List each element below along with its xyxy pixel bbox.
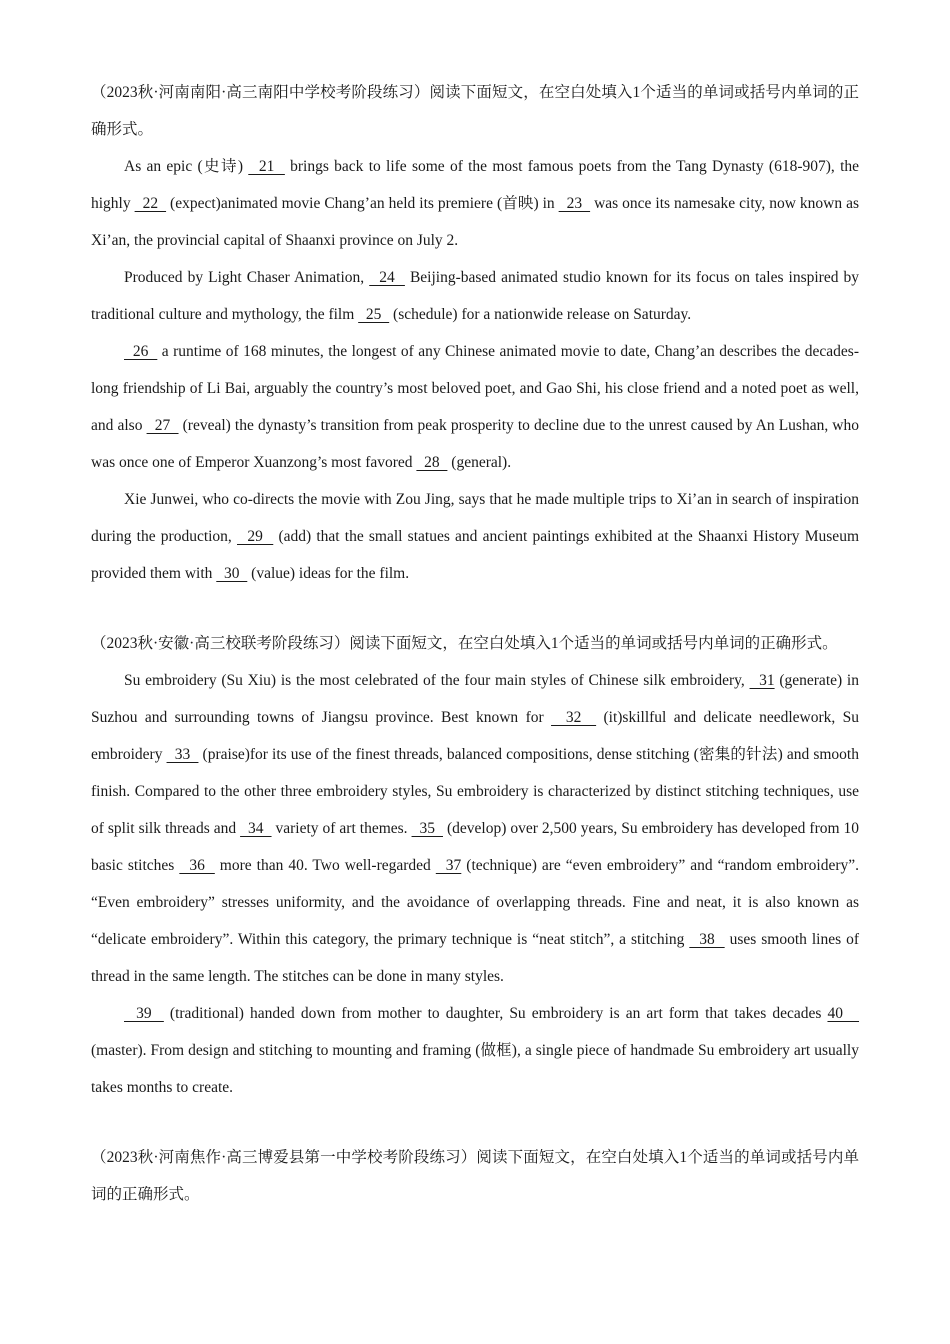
- text-run: (praise)for its use of the finest threads, balanced compositions, dense stitching (密集的针法) and smooth finish. Compared to the other three embroidery styles, Su embroidery is characterized by distinct stitching techniques, use of split silk threads and: [91, 746, 859, 837]
- passage-paragraph: [91, 259, 859, 333]
- text-run: variety of art themes.: [271, 820, 412, 837]
- answer-blank: 32: [551, 709, 597, 726]
- passage-paragraph: [91, 333, 859, 481]
- section-spacer: [91, 592, 859, 625]
- passage-paragraph: [91, 148, 859, 259]
- text-run: uses smooth lines of thread in the same length. The stitches can be done in many styles.: [91, 931, 859, 985]
- text-run: Su embroidery (Su Xiu) is the most celebrated of the four main styles of Chinese silk embroidery,: [124, 672, 750, 689]
- text-run: (technique) are “even embroidery” and “random embroidery”. “Even embroidery” stresses uniformity, and the avoidance of overlapping threads. Fine and neat, it is also known as “delicate embroidery”. Within this category, the primary technique is “neat stitch”, a stitching: [91, 857, 860, 948]
- text-run: more than 40. Two well-regarded: [214, 857, 436, 874]
- answer-blank: 28: [416, 454, 448, 471]
- answer-blank: 34: [240, 820, 272, 837]
- answer-blank: 23: [558, 195, 591, 212]
- text-run: As an epic (史诗): [124, 158, 249, 175]
- answer-blank: 22: [134, 195, 167, 212]
- text-run: (add) that the small statues and ancient paintings exhibited at the Shaanxi History Museum provided them with: [91, 528, 859, 582]
- text-run: (traditional) handed down from mother to daughter, Su embroidery is an art form that takes decades: [163, 1005, 828, 1022]
- text-run: (general).: [447, 454, 512, 471]
- passage-2: [91, 625, 859, 1106]
- passage-source: （2023秋·安徽·高三校联考阶段练习）阅读下面短文，在空白处填入1个适当的单词或括号内单词的正确形式。: [91, 635, 838, 652]
- text-run: (value) ideas for the film.: [247, 565, 410, 582]
- text-run: was once its namesake city, now known as Xi’an, the provincial capital of Shaanxi province on July 2.: [91, 195, 860, 249]
- text-run: (master). From design and stitching to mounting and framing (做框), a single piece of handmade Su embroidery art usually takes months to create.: [91, 1042, 859, 1096]
- answer-blank: 39: [124, 1005, 164, 1022]
- text-run: Xie Junwei, who co-directs the movie with Zou Jing, says that he made multiple trips to Xi’an in search of inspiration during the production,: [91, 491, 859, 545]
- answer-blank: 35: [411, 820, 443, 837]
- passage-paragraph: [91, 662, 859, 995]
- passage-source: （2023秋·河南南阳·高三南阳中学校考阶段练习）阅读下面短文，在空白处填入1个适当的单词或括号内单词的正确形式。: [91, 84, 859, 138]
- answer-blank: 33: [166, 746, 199, 763]
- passage-3: [91, 1139, 859, 1213]
- text-run: Beijing-based animated studio known for its focus on tales inspired by traditional culture and mythology, the film: [91, 269, 860, 323]
- answer-blank: 29: [237, 528, 274, 545]
- answer-blank: 25: [358, 306, 390, 323]
- answer-blank: 36: [179, 857, 215, 874]
- answer-blank: 37: [435, 857, 462, 874]
- answer-blank: 27: [146, 417, 179, 434]
- text-run: (schedule) for a nationwide release on Saturday.: [389, 306, 692, 323]
- answer-blank: 26: [124, 343, 158, 360]
- answer-blank: 24: [369, 269, 405, 286]
- text-run: (expect)animated movie Chang’an held its premiere (首映) in: [166, 195, 559, 212]
- answer-blank: 38: [689, 931, 725, 948]
- text-run: Produced by Light Chaser Animation,: [124, 269, 370, 286]
- text-run: (develop) over 2,500 years, Su embroidery has developed from 10 basic stitches: [91, 820, 860, 874]
- text-run: a runtime of 168 minutes, the longest of any Chinese animated movie to date, Chang’an describes the decades-long friendship of Li Bai, arguably the country’s most beloved poet, and Gao Shi, his close friend and a noted poet as well, and also: [91, 343, 859, 434]
- passage-paragraph: [91, 995, 859, 1106]
- passage-1: [91, 74, 859, 592]
- passage-source: （2023秋·河南焦作·高三博爱县第一中学校考阶段练习）阅读下面短文，在空白处填入1个适当的单词或括号内单词的正确形式。: [91, 1149, 859, 1203]
- answer-blank: 40: [827, 1005, 860, 1022]
- text-run: (it)skillful and delicate needlework, Su embroidery: [91, 709, 860, 763]
- answer-blank: 21: [248, 158, 285, 175]
- section-spacer: [91, 1106, 859, 1139]
- answer-blank: 31: [749, 672, 775, 689]
- answer-blank: 30: [216, 565, 248, 582]
- text-run: (generate) in Suzhou and surrounding towns of Jiangsu province. Best known for: [91, 672, 859, 726]
- passage-paragraph: [91, 481, 859, 592]
- text-run: brings back to life some of the most famous poets from the Tang Dynasty (618-907), the highly: [91, 158, 860, 212]
- text-run: (reveal) the dynasty’s transition from peak prosperity to decline due to the unrest caused by An Lushan, who was once one of Emperor Xuanzong’s most favored: [91, 417, 859, 471]
